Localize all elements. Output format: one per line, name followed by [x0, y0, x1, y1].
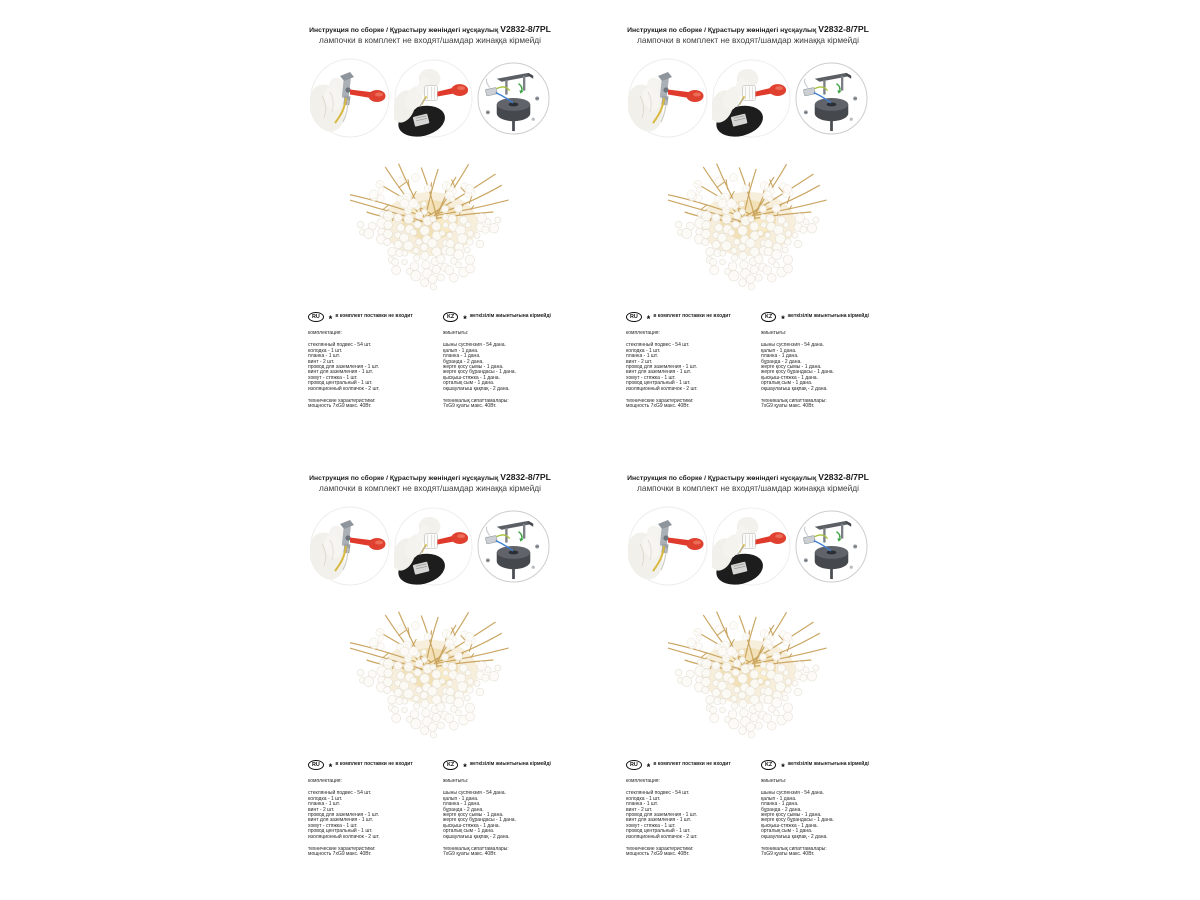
- kz-badge-row: [761, 760, 883, 770]
- ru-not-included-note: в комплект поставки не входит: [335, 761, 413, 768]
- ru-part-item: винт для заземления - 1 шт.: [626, 817, 692, 824]
- header-title-line: [295, 24, 565, 34]
- ru-badge: RU: [626, 760, 642, 770]
- asterisk-icon: *: [463, 762, 467, 772]
- kz-part-item: қалып - 1 дана.: [443, 795, 479, 802]
- kz-part-item: орталық сым - 1 дана.: [443, 828, 495, 835]
- ru-part-item: винт - 2 шт.: [308, 806, 335, 813]
- ru-part-item: стеклянный подвес - 54 шт.: [308, 790, 372, 797]
- ru-section: [308, 312, 443, 410]
- kz-parts-list: [443, 343, 565, 392]
- header-subtitle: лампочки в комплект не входят/шамдар жинаққа кірмейді: [319, 483, 541, 493]
- sheet-header: [295, 472, 565, 493]
- ru-part-item: планка - 1 шт.: [308, 353, 340, 360]
- ru-not-included-note: в комплект поставки не входит: [335, 313, 413, 320]
- ru-part-item: колодка - 1 шт.: [626, 795, 661, 802]
- ru-part-item: провод центральный - 1 шт.: [626, 828, 691, 835]
- ru-part-item: изоляционный колпачок - 2 шт.: [308, 833, 380, 840]
- ru-part-item: винт для заземления - 1 шт.: [308, 817, 374, 824]
- assembly-steps-row: [295, 58, 565, 138]
- ru-part-item: стеклянный подвес - 54 шт.: [626, 790, 690, 797]
- kz-parts-heading: жиынтығы:: [761, 778, 787, 784]
- kz-parts-heading: жиынтығы:: [443, 778, 469, 784]
- parts-columns: [308, 312, 565, 410]
- ru-part-item: стеклянный подвес - 54 шт.: [626, 342, 690, 349]
- ru-part-item: винт для заземления - 1 шт.: [308, 369, 374, 376]
- ru-part-item: провод центральный - 1 шт.: [308, 828, 373, 835]
- asterisk-icon: *: [781, 762, 785, 772]
- ru-tech-heading: технические характеристики:: [308, 846, 376, 853]
- assembly-steps-row: [613, 506, 883, 586]
- kz-part-item: жерге қосу сымы - 1 дана.: [443, 364, 504, 371]
- kz-part-item: қысқыш-стяжка - 1 дана.: [443, 374, 500, 381]
- kz-tech-heading: техникалық сипаттамалары:: [761, 846, 827, 853]
- kz-part-item: қалып - 1 дана.: [761, 795, 797, 802]
- kz-part-item: бұранда - 2 дана.: [761, 806, 802, 813]
- ru-parts-list: [308, 343, 443, 392]
- kz-part-item: шыны суспензия - 54 дана.: [761, 790, 824, 797]
- chandelier-product-image: [668, 608, 828, 748]
- ru-part-item: планка - 1 шт.: [308, 801, 340, 808]
- kz-part-item: шыны суспензия - 54 дана.: [761, 342, 824, 349]
- ru-parts-heading: комплектация:: [308, 330, 342, 336]
- kz-section: [443, 312, 565, 410]
- kz-parts-list: [761, 343, 883, 392]
- ru-badge: RU: [308, 312, 324, 322]
- asterisk-icon: *: [646, 762, 651, 772]
- kz-part-item: жерге қосу сымы - 1 дана.: [761, 364, 822, 371]
- ru-tech-value: мощность 7хG9 макс. 40Вт.: [626, 851, 690, 858]
- assembly-steps-row: [613, 58, 883, 138]
- kz-section: [761, 312, 883, 410]
- asterisk-icon: *: [328, 762, 333, 772]
- chandelier-product-image: [350, 608, 510, 748]
- model-code: V2832-8/7PL: [818, 24, 869, 34]
- kz-part-item: планка - 1 дана.: [761, 801, 799, 808]
- ru-section: [308, 760, 443, 858]
- ru-tech-value: мощность 7хG9 макс. 40Вт.: [626, 403, 690, 410]
- ru-part-item: хомут - стяжка - 1 шт.: [308, 374, 358, 381]
- asterisk-icon: *: [781, 314, 785, 324]
- ru-part-item: колодка - 1 шт.: [308, 347, 343, 354]
- header-subtitle: лампочки в комплект не входят/шамдар жинаққа кірмейді: [637, 35, 859, 45]
- parts-columns: [626, 312, 883, 410]
- ru-parts-heading: комплектация:: [626, 778, 660, 784]
- ru-badge: RU: [626, 312, 642, 322]
- ru-badge-row: [626, 760, 761, 770]
- kz-part-item: жерге қосу бұрандасы - 1 дана.: [443, 817, 516, 824]
- kz-part-item: планка - 1 дана.: [443, 353, 481, 360]
- step1-bracket-screwdriver-photo: [310, 506, 390, 586]
- kz-parts-list: [761, 791, 883, 840]
- ru-tech-heading: технические характеристики:: [626, 398, 694, 405]
- header-title-line: [613, 24, 883, 34]
- ru-tech-heading: технические характеристики:: [308, 398, 376, 405]
- kz-part-item: жерге қосу бұрандасы - 1 дана.: [761, 817, 834, 824]
- ru-part-item: винт - 2 шт.: [626, 358, 653, 365]
- ru-part-item: планка - 1 шт.: [626, 801, 658, 808]
- kz-part-item: қысқыш-стяжка - 1 дана.: [761, 822, 818, 829]
- kz-badge-row: [443, 760, 565, 770]
- kz-tech-heading: техникалық сипаттамалары:: [443, 846, 509, 853]
- kz-section: [761, 760, 883, 858]
- header-title-line: [613, 472, 883, 482]
- ru-part-item: стеклянный подвес - 54 шт.: [308, 342, 372, 349]
- ru-parts-heading: комплектация:: [308, 778, 342, 784]
- ru-badge-row: [626, 312, 761, 322]
- kz-part-item: қысқыш-стяжка - 1 дана.: [761, 374, 818, 381]
- kz-part-item: орталық сым - 1 дана.: [761, 380, 813, 387]
- kz-part-item: жерге қосу сымы - 1 дана.: [761, 812, 822, 819]
- header-subtitle: лампочки в комплект не входят/шамдар жинаққа кірмейді: [637, 483, 859, 493]
- kz-part-item: орталық сым - 1 дана.: [761, 828, 813, 835]
- ru-part-item: колодка - 1 шт.: [626, 347, 661, 354]
- ru-part-item: провод центральный - 1 шт.: [626, 380, 691, 387]
- assembly-title: Инструкция по сборке / Құрастыру жөніндегі нұсқаулық: [309, 475, 499, 482]
- step2-terminal-wiring-photo: [394, 507, 473, 586]
- kz-part-item: жерге қосу бұрандасы - 1 дана.: [761, 369, 834, 376]
- kz-part-item: оқшаулағыш қақпақ - 2 дана.: [761, 833, 828, 840]
- assembly-steps-row: [295, 506, 565, 586]
- ru-tech-value: мощность 7хG9 макс. 40Вт.: [308, 403, 372, 410]
- kz-not-included-note: жеткізілім жиынтығына кірмейді: [787, 761, 869, 768]
- kz-badge: KZ: [443, 760, 458, 770]
- ru-part-item: хомут - стяжка - 1 шт.: [308, 822, 358, 829]
- kz-tech-heading: техникалық сипаттамалары:: [443, 398, 509, 405]
- step2-terminal-wiring-photo: [712, 59, 791, 138]
- kz-part-item: жерге қосу бұрандасы - 1 дана.: [443, 369, 516, 376]
- kz-part-item: оқшаулағыш қақпақ - 2 дана.: [761, 385, 828, 392]
- parts-columns: [626, 760, 883, 858]
- kz-tech-value: 7хG9 қуаты макс. 40Вт.: [761, 403, 815, 410]
- kz-part-item: орталық сым - 1 дана.: [443, 380, 495, 387]
- kz-part-item: оқшаулағыш қақпақ - 2 дана.: [443, 385, 510, 392]
- ru-section: [626, 312, 761, 410]
- header-title-line: [295, 472, 565, 482]
- step3-canopy-mounting-diagram: [477, 510, 550, 583]
- ru-parts-list: [626, 791, 761, 840]
- step1-bracket-screwdriver-photo: [628, 58, 708, 138]
- kz-part-item: бұранда - 2 дана.: [761, 358, 802, 365]
- ru-section: [626, 760, 761, 858]
- ru-part-item: провод центральный - 1 шт.: [308, 380, 373, 387]
- kz-badge: KZ: [761, 312, 776, 322]
- kz-tech-value: 7хG9 қуаты макс. 40Вт.: [761, 851, 815, 858]
- kz-parts-list: [443, 791, 565, 840]
- ru-part-item: планка - 1 шт.: [626, 353, 658, 360]
- sheet-header: [613, 24, 883, 45]
- step2-terminal-wiring-photo: [394, 59, 473, 138]
- ru-tech-heading: технические характеристики:: [626, 846, 694, 853]
- instruction-sheet: [295, 468, 565, 888]
- kz-tech-value: 7хG9 қуаты макс. 40Вт.: [443, 851, 497, 858]
- ru-part-item: колодка - 1 шт.: [308, 795, 343, 802]
- step3-canopy-mounting-diagram: [477, 62, 550, 135]
- ru-badge-row: [308, 760, 443, 770]
- kz-part-item: қалып - 1 дана.: [761, 347, 797, 354]
- assembly-title: Инструкция по сборке / Құрастыру жөніндегі нұсқаулық: [627, 475, 817, 482]
- ru-part-item: провод для заземления - 1 шт.: [626, 812, 697, 819]
- chandelier-product-image: [668, 160, 828, 300]
- kz-part-item: планка - 1 дана.: [443, 801, 481, 808]
- kz-part-item: бұранда - 2 дана.: [443, 358, 484, 365]
- step2-terminal-wiring-photo: [712, 507, 791, 586]
- kz-badge: KZ: [443, 312, 458, 322]
- asterisk-icon: *: [328, 314, 333, 324]
- ru-part-item: хомут - стяжка - 1 шт.: [626, 374, 676, 381]
- kz-not-included-note: жеткізілім жиынтығына кірмейді: [787, 313, 869, 320]
- ru-not-included-note: в комплект поставки не входит: [653, 313, 731, 320]
- ru-part-item: винт - 2 шт.: [626, 806, 653, 813]
- step3-canopy-mounting-diagram: [795, 62, 868, 135]
- sheet-header: [295, 24, 565, 45]
- ru-tech-value: мощность 7хG9 макс. 40Вт.: [308, 851, 372, 858]
- chandelier-product-image: [350, 160, 510, 300]
- kz-section: [443, 760, 565, 858]
- kz-part-item: қысқыш-стяжка - 1 дана.: [443, 822, 500, 829]
- ru-part-item: провод для заземления - 1 шт.: [308, 364, 379, 371]
- assembly-title: Инструкция по сборке / Құрастыру жөніндегі нұсқаулық: [627, 27, 817, 34]
- kz-not-included-note: жеткізілім жиынтығына кірмейді: [469, 313, 551, 320]
- kz-part-item: шыны суспензия - 54 дана.: [443, 790, 506, 797]
- model-code: V2832-8/7PL: [500, 24, 551, 34]
- kz-badge-row: [761, 312, 883, 322]
- ru-parts-heading: комплектация:: [626, 330, 660, 336]
- kz-badge: KZ: [761, 760, 776, 770]
- kz-part-item: оқшаулағыш қақпақ - 2 дана.: [443, 833, 510, 840]
- kz-not-included-note: жеткізілім жиынтығына кірмейді: [469, 761, 551, 768]
- ru-badge-row: [308, 312, 443, 322]
- parts-columns: [308, 760, 565, 858]
- kz-parts-heading: жиынтығы:: [761, 330, 787, 336]
- ru-part-item: изоляционный колпачок - 2 шт.: [308, 385, 380, 392]
- kz-badge-row: [443, 312, 565, 322]
- assembly-title: Инструкция по сборке / Құрастыру жөніндегі нұсқаулық: [309, 27, 499, 34]
- step3-canopy-mounting-diagram: [795, 510, 868, 583]
- ru-part-item: провод для заземления - 1 шт.: [626, 364, 697, 371]
- asterisk-icon: *: [646, 314, 651, 324]
- ru-part-item: хомут - стяжка - 1 шт.: [626, 822, 676, 829]
- instruction-sheet: [295, 20, 565, 440]
- kz-part-item: планка - 1 дана.: [761, 353, 799, 360]
- ru-not-included-note: в комплект поставки не входит: [653, 761, 731, 768]
- kz-part-item: жерге қосу сымы - 1 дана.: [443, 812, 504, 819]
- kz-part-item: қалып - 1 дана.: [443, 347, 479, 354]
- instruction-sheet: [613, 20, 883, 440]
- ru-part-item: винт для заземления - 1 шт.: [626, 369, 692, 376]
- ru-part-item: изоляционный колпачок - 2 шт.: [626, 385, 698, 392]
- model-code: V2832-8/7PL: [500, 472, 551, 482]
- instruction-sheet: [613, 468, 883, 888]
- kz-tech-value: 7хG9 қуаты макс. 40Вт.: [443, 403, 497, 410]
- sheet-header: [613, 472, 883, 493]
- ru-part-item: изоляционный колпачок - 2 шт.: [626, 833, 698, 840]
- model-code: V2832-8/7PL: [818, 472, 869, 482]
- step1-bracket-screwdriver-photo: [628, 506, 708, 586]
- kz-part-item: бұранда - 2 дана.: [443, 806, 484, 813]
- asterisk-icon: *: [463, 314, 467, 324]
- kz-part-item: шыны суспензия - 54 дана.: [443, 342, 506, 349]
- ru-parts-list: [308, 791, 443, 840]
- ru-part-item: провод для заземления - 1 шт.: [308, 812, 379, 819]
- kz-tech-heading: техникалық сипаттамалары:: [761, 398, 827, 405]
- step1-bracket-screwdriver-photo: [310, 58, 390, 138]
- header-subtitle: лампочки в комплект не входят/шамдар жинаққа кірмейді: [319, 35, 541, 45]
- ru-parts-list: [626, 343, 761, 392]
- ru-badge: RU: [308, 760, 324, 770]
- kz-parts-heading: жиынтығы:: [443, 330, 469, 336]
- ru-part-item: винт - 2 шт.: [308, 358, 335, 365]
